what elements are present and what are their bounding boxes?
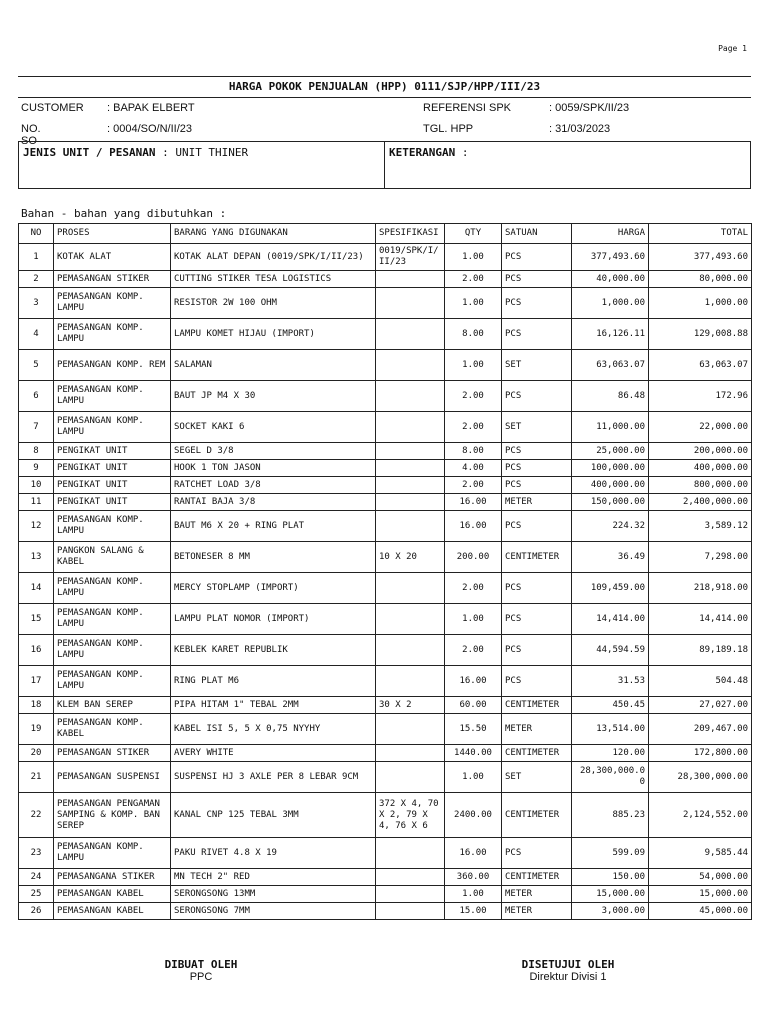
cell-no: 5 <box>19 350 54 381</box>
cell-barang: KEBLEK KARET REPUBLIK <box>171 635 376 666</box>
cell-no: 6 <box>19 381 54 412</box>
cell-barang: LAMPU PLAT NOMOR (IMPORT) <box>171 604 376 635</box>
cell-no: 1 <box>19 244 54 271</box>
cell-harga: 885.23 <box>572 793 649 838</box>
disetujui-oleh-title: DISETUJUI OLEH <box>521 958 615 971</box>
cell-proses: KLEM BAN SEREP <box>54 697 171 714</box>
cell-proses: PEMASANGAN KOMP. LAMPU <box>54 412 171 443</box>
cell-barang: PIPA HITAM 1" TEBAL 2MM <box>171 697 376 714</box>
cell-harga: 40,000.00 <box>572 271 649 288</box>
cell-no: 8 <box>19 443 54 460</box>
cell-spesifikasi <box>376 762 445 793</box>
cell-total: 28,300,000.00 <box>649 762 752 793</box>
cell-proses: PENGIKAT UNIT <box>54 477 171 494</box>
cell-qty: 1.00 <box>445 288 502 319</box>
cell-no: 23 <box>19 838 54 869</box>
disetujui-oleh-name: Direktur Divisi 1 <box>529 971 607 983</box>
table-row <box>19 381 752 412</box>
cell-total: 172.96 <box>649 381 752 412</box>
cell-satuan: METER <box>502 903 572 920</box>
cell-qty: 16.00 <box>445 838 502 869</box>
cell-satuan: CENTIMETER <box>502 542 572 573</box>
cell-proses: PEMASANGANA STIKER <box>54 869 171 886</box>
cell-no: 17 <box>19 666 54 697</box>
cell-spesifikasi <box>376 271 445 288</box>
cell-total: 504.48 <box>649 666 752 697</box>
cell-satuan: CENTIMETER <box>502 697 572 714</box>
cell-qty: 2.00 <box>445 381 502 412</box>
table-row <box>19 745 752 762</box>
title-top-rule <box>18 76 751 77</box>
cell-no: 9 <box>19 460 54 477</box>
cell-proses: PEMASANGAN KOMP. LAMPU <box>54 288 171 319</box>
cell-proses: PENGIKAT UNIT <box>54 494 171 511</box>
cell-satuan: SET <box>502 412 572 443</box>
table-row <box>19 604 752 635</box>
cell-qty: 2.00 <box>445 271 502 288</box>
cell-satuan: PCS <box>502 477 572 494</box>
cell-proses: PENGIKAT UNIT <box>54 443 171 460</box>
cell-proses: PEMASANGAN STIKER <box>54 745 171 762</box>
cell-no: 20 <box>19 745 54 762</box>
header-spesifikasi: SPESIFIKASI <box>376 224 445 244</box>
cell-barang: BETONESER 8 MM <box>171 542 376 573</box>
cell-satuan: CENTIMETER <box>502 793 572 838</box>
cell-spesifikasi <box>376 745 445 762</box>
cell-spesifikasi <box>376 460 445 477</box>
table-row <box>19 443 752 460</box>
cell-spesifikasi <box>376 869 445 886</box>
keterangan-label: KETERANGAN <box>389 146 456 159</box>
cell-no: 2 <box>19 271 54 288</box>
disetujui-oleh-block <box>488 958 648 983</box>
table-row <box>19 762 752 793</box>
cell-harga: 14,414.00 <box>572 604 649 635</box>
cell-barang: RANTAI BAJA 3/8 <box>171 494 376 511</box>
cell-satuan: PCS <box>502 635 572 666</box>
cell-no: 22 <box>19 793 54 838</box>
cell-satuan: PCS <box>502 511 572 542</box>
cell-qty: 15.00 <box>445 903 502 920</box>
cell-harga: 224.32 <box>572 511 649 542</box>
cell-qty: 8.00 <box>445 319 502 350</box>
cell-spesifikasi: 372 X 4, 70 X 2, 79 X 4, 76 X 6 <box>376 793 445 838</box>
cell-qty: 1.00 <box>445 244 502 271</box>
cell-no: 15 <box>19 604 54 635</box>
cell-total: 2,124,552.00 <box>649 793 752 838</box>
page-number: Page 1 <box>718 44 747 53</box>
jenis-unit-box <box>18 141 385 189</box>
cell-spesifikasi <box>376 381 445 412</box>
cell-no: 12 <box>19 511 54 542</box>
cell-proses: PEMASANGAN KABEL <box>54 886 171 903</box>
customer-label: CUSTOMER <box>21 102 84 114</box>
cell-barang: RESISTOR 2W 100 OHM <box>171 288 376 319</box>
cell-no: 16 <box>19 635 54 666</box>
cell-proses: PEMASANGAN KABEL <box>54 903 171 920</box>
cell-total: 200,000.00 <box>649 443 752 460</box>
cell-satuan: PCS <box>502 460 572 477</box>
header-qty: QTY <box>445 224 502 244</box>
cell-harga: 16,126.11 <box>572 319 649 350</box>
cell-harga: 100,000.00 <box>572 460 649 477</box>
cell-harga: 86.48 <box>572 381 649 412</box>
cell-harga: 11,000.00 <box>572 412 649 443</box>
cell-proses: PEMASANGAN STIKER <box>54 271 171 288</box>
header-proses: PROSES <box>54 224 171 244</box>
tgl-hpp-value: : 31/03/2023 <box>549 123 611 135</box>
table-row <box>19 542 752 573</box>
cell-proses: PEMASANGAN KOMP. LAMPU <box>54 573 171 604</box>
cell-total: 3,589.12 <box>649 511 752 542</box>
cell-proses: PEMASANGAN PENGAMAN SAMPING & KOMP. BAN SEREP <box>54 793 171 838</box>
cell-harga: 120.00 <box>572 745 649 762</box>
cell-barang: BAUT M6 X 20 + RING PLAT <box>171 511 376 542</box>
cell-spesifikasi: 10 X 20 <box>376 542 445 573</box>
cell-spesifikasi <box>376 604 445 635</box>
cell-spesifikasi <box>376 666 445 697</box>
cell-satuan: METER <box>502 494 572 511</box>
cell-qty: 360.00 <box>445 869 502 886</box>
cell-no: 19 <box>19 714 54 745</box>
cell-spesifikasi <box>376 477 445 494</box>
keterangan-value: : <box>461 146 469 159</box>
cell-proses: PEMASANGAN KOMP. KABEL <box>54 714 171 745</box>
cell-harga: 15,000.00 <box>572 886 649 903</box>
table-row <box>19 460 752 477</box>
cell-spesifikasi <box>376 494 445 511</box>
cell-proses: KOTAK ALAT <box>54 244 171 271</box>
cell-no: 26 <box>19 903 54 920</box>
cell-spesifikasi <box>376 443 445 460</box>
cell-spesifikasi <box>376 319 445 350</box>
cell-qty: 200.00 <box>445 542 502 573</box>
cell-total: 218,918.00 <box>649 573 752 604</box>
cell-spesifikasi <box>376 714 445 745</box>
cell-spesifikasi <box>376 886 445 903</box>
cell-no: 25 <box>19 886 54 903</box>
referensi-label: REFERENSI SPK <box>423 102 512 114</box>
cell-spesifikasi <box>376 350 445 381</box>
cell-total: 377,493.60 <box>649 244 752 271</box>
cell-no: 18 <box>19 697 54 714</box>
cell-spesifikasi <box>376 635 445 666</box>
cell-satuan: SET <box>502 350 572 381</box>
header-barang: BARANG YANG DIGUNAKAN <box>171 224 376 244</box>
so-label: NO. SO <box>21 123 41 147</box>
table-row <box>19 869 752 886</box>
cell-satuan: PCS <box>502 838 572 869</box>
cell-satuan: PCS <box>502 443 572 460</box>
cell-barang: RATCHET LOAD 3/8 <box>171 477 376 494</box>
cell-qty: 8.00 <box>445 443 502 460</box>
cell-spesifikasi: 30 X 2 <box>376 697 445 714</box>
cell-satuan: CENTIMETER <box>502 869 572 886</box>
cell-harga: 44,594.59 <box>572 635 649 666</box>
cell-total: 63,063.07 <box>649 350 752 381</box>
table-row <box>19 494 752 511</box>
cell-total: 400,000.00 <box>649 460 752 477</box>
cell-harga: 3,000.00 <box>572 903 649 920</box>
header-no: NO <box>19 224 54 244</box>
cell-proses: PEMASANGAN KOMP. LAMPU <box>54 604 171 635</box>
cell-total: 80,000.00 <box>649 271 752 288</box>
cell-spesifikasi <box>376 412 445 443</box>
table-row <box>19 271 752 288</box>
cell-qty: 15.50 <box>445 714 502 745</box>
cell-total: 172,800.00 <box>649 745 752 762</box>
cell-proses: PEMASANGAN KOMP. LAMPU <box>54 381 171 412</box>
cell-proses: PEMASANGAN KOMP. LAMPU <box>54 319 171 350</box>
cell-barang: HOOK 1 TON JASON <box>171 460 376 477</box>
cell-qty: 2.00 <box>445 477 502 494</box>
cell-satuan: PCS <box>502 319 572 350</box>
cell-qty: 1.00 <box>445 762 502 793</box>
cell-spesifikasi <box>376 903 445 920</box>
cell-no: 3 <box>19 288 54 319</box>
table-row <box>19 412 752 443</box>
table-row <box>19 635 752 666</box>
cell-proses: PENGIKAT UNIT <box>54 460 171 477</box>
cell-harga: 377,493.60 <box>572 244 649 271</box>
cell-satuan: CENTIMETER <box>502 745 572 762</box>
table-row <box>19 886 752 903</box>
cell-barang: SALAMAN <box>171 350 376 381</box>
table-row <box>19 244 752 271</box>
cell-qty: 2.00 <box>445 635 502 666</box>
cell-qty: 16.00 <box>445 666 502 697</box>
cell-spesifikasi: 0019/SPK/I/ II/23 <box>376 244 445 271</box>
cell-spesifikasi <box>376 288 445 319</box>
materials-table <box>18 223 752 920</box>
cell-total: 15,000.00 <box>649 886 752 903</box>
cell-barang: KOTAK ALAT DEPAN (0019/SPK/I/II/23) <box>171 244 376 271</box>
cell-qty: 2.00 <box>445 412 502 443</box>
jenis-unit-label: JENIS UNIT / PESANAN <box>23 146 156 159</box>
jenis-unit-value: : UNIT THINER <box>162 146 249 159</box>
cell-no: 21 <box>19 762 54 793</box>
cell-total: 14,414.00 <box>649 604 752 635</box>
cell-barang: MERCY STOPLAMP (IMPORT) <box>171 573 376 604</box>
cell-proses: PEMASANGAN SUSPENSI <box>54 762 171 793</box>
table-header-row <box>19 224 752 244</box>
cell-total: 2,400,000.00 <box>649 494 752 511</box>
cell-harga: 400,000.00 <box>572 477 649 494</box>
cell-harga: 13,514.00 <box>572 714 649 745</box>
cell-total: 9,585.44 <box>649 838 752 869</box>
cell-barang: KANAL CNP 125 TEBAL 3MM <box>171 793 376 838</box>
cell-qty: 1.00 <box>445 886 502 903</box>
header-satuan: SATUAN <box>502 224 572 244</box>
cell-satuan: METER <box>502 886 572 903</box>
cell-no: 10 <box>19 477 54 494</box>
cell-barang: KABEL ISI 5, 5 X 0,75 NYYHY <box>171 714 376 745</box>
cell-harga: 109,459.00 <box>572 573 649 604</box>
table-row <box>19 288 752 319</box>
table-row <box>19 793 752 838</box>
cell-harga: 28,300,000.0 0 <box>572 762 649 793</box>
cell-total: 45,000.00 <box>649 903 752 920</box>
cell-no: 24 <box>19 869 54 886</box>
table-row <box>19 511 752 542</box>
cell-harga: 150,000.00 <box>572 494 649 511</box>
bahan-label: Bahan - bahan yang dibutuhkan : <box>21 207 227 220</box>
cell-satuan: PCS <box>502 288 572 319</box>
cell-harga: 1,000.00 <box>572 288 649 319</box>
table-row <box>19 714 752 745</box>
cell-satuan: PCS <box>502 666 572 697</box>
cell-barang: RING PLAT M6 <box>171 666 376 697</box>
cell-barang: SERONGSONG 13MM <box>171 886 376 903</box>
referensi-value: : 0059/SPK/II/23 <box>549 102 630 114</box>
cell-satuan: PCS <box>502 244 572 271</box>
header-total: TOTAL <box>649 224 752 244</box>
cell-spesifikasi <box>376 838 445 869</box>
cell-spesifikasi <box>376 511 445 542</box>
cell-barang: SOCKET KAKI 6 <box>171 412 376 443</box>
cell-qty: 2.00 <box>445 573 502 604</box>
cell-satuan: SET <box>502 762 572 793</box>
header-harga: HARGA <box>572 224 649 244</box>
cell-harga: 36.49 <box>572 542 649 573</box>
cell-barang: CUTTING STIKER TESA LOGISTICS <box>171 271 376 288</box>
table-row <box>19 350 752 381</box>
cell-qty: 4.00 <box>445 460 502 477</box>
cell-qty: 1.00 <box>445 350 502 381</box>
table-row <box>19 477 752 494</box>
cell-barang: SEGEL D 3/8 <box>171 443 376 460</box>
cell-satuan: PCS <box>502 604 572 635</box>
keterangan-box <box>384 141 751 189</box>
cell-harga: 450.45 <box>572 697 649 714</box>
cell-proses: PEMASANGAN KOMP. REM <box>54 350 171 381</box>
cell-barang: MN TECH 2" RED <box>171 869 376 886</box>
tgl-hpp-label: TGL. HPP <box>423 123 474 135</box>
cell-qty: 16.00 <box>445 494 502 511</box>
document-title: HARGA POKOK PENJUALAN (HPP) 0111/SJP/HPP/III/23 <box>228 80 541 93</box>
cell-total: 129,008.88 <box>649 319 752 350</box>
cell-total: 54,000.00 <box>649 869 752 886</box>
cell-total: 209,467.00 <box>649 714 752 745</box>
title-bottom-rule <box>18 97 751 98</box>
table-row <box>19 838 752 869</box>
cell-proses: PEMASANGAN KOMP. LAMPU <box>54 511 171 542</box>
cell-total: 89,189.18 <box>649 635 752 666</box>
cell-barang: AVERY WHITE <box>171 745 376 762</box>
cell-total: 27,027.00 <box>649 697 752 714</box>
cell-proses: PANGKON SALANG & KABEL <box>54 542 171 573</box>
cell-no: 14 <box>19 573 54 604</box>
cell-satuan: PCS <box>502 573 572 604</box>
cell-barang: BAUT JP M4 X 30 <box>171 381 376 412</box>
cell-qty: 1440.00 <box>445 745 502 762</box>
table-row <box>19 903 752 920</box>
cell-proses: PEMASANGAN KOMP. LAMPU <box>54 838 171 869</box>
cell-barang: SERONGSONG 7MM <box>171 903 376 920</box>
cell-barang: SUSPENSI HJ 3 AXLE PER 8 LEBAR 9CM <box>171 762 376 793</box>
cell-satuan: METER <box>502 714 572 745</box>
cell-harga: 25,000.00 <box>572 443 649 460</box>
cell-harga: 63,063.07 <box>572 350 649 381</box>
cell-harga: 599.09 <box>572 838 649 869</box>
dibuat-oleh-name: PPC <box>189 971 213 983</box>
cell-no: 11 <box>19 494 54 511</box>
cell-satuan: PCS <box>502 381 572 412</box>
so-value: : 0004/SO/N/II/23 <box>107 123 192 135</box>
cell-proses: PEMASANGAN KOMP. LAMPU <box>54 635 171 666</box>
cell-qty: 2400.00 <box>445 793 502 838</box>
cell-spesifikasi <box>376 573 445 604</box>
cell-total: 22,000.00 <box>649 412 752 443</box>
cell-no: 4 <box>19 319 54 350</box>
cell-barang: PAKU RIVET 4.8 X 19 <box>171 838 376 869</box>
table-row <box>19 697 752 714</box>
cell-total: 1,000.00 <box>649 288 752 319</box>
cell-harga: 150.00 <box>572 869 649 886</box>
cell-barang: LAMPU KOMET HIJAU (IMPORT) <box>171 319 376 350</box>
table-row <box>19 319 752 350</box>
cell-total: 7,298.00 <box>649 542 752 573</box>
dibuat-oleh-title: DIBUAT OLEH <box>164 958 238 971</box>
cell-satuan: PCS <box>502 271 572 288</box>
cell-no: 13 <box>19 542 54 573</box>
customer-value: : BAPAK ELBERT <box>107 102 195 114</box>
table-row <box>19 573 752 604</box>
cell-qty: 1.00 <box>445 604 502 635</box>
cell-no: 7 <box>19 412 54 443</box>
cell-qty: 60.00 <box>445 697 502 714</box>
cell-total: 800,000.00 <box>649 477 752 494</box>
cell-qty: 16.00 <box>445 511 502 542</box>
cell-harga: 31.53 <box>572 666 649 697</box>
cell-proses: PEMASANGAN KOMP. LAMPU <box>54 666 171 697</box>
dibuat-oleh-block <box>140 958 262 983</box>
table-row <box>19 666 752 697</box>
